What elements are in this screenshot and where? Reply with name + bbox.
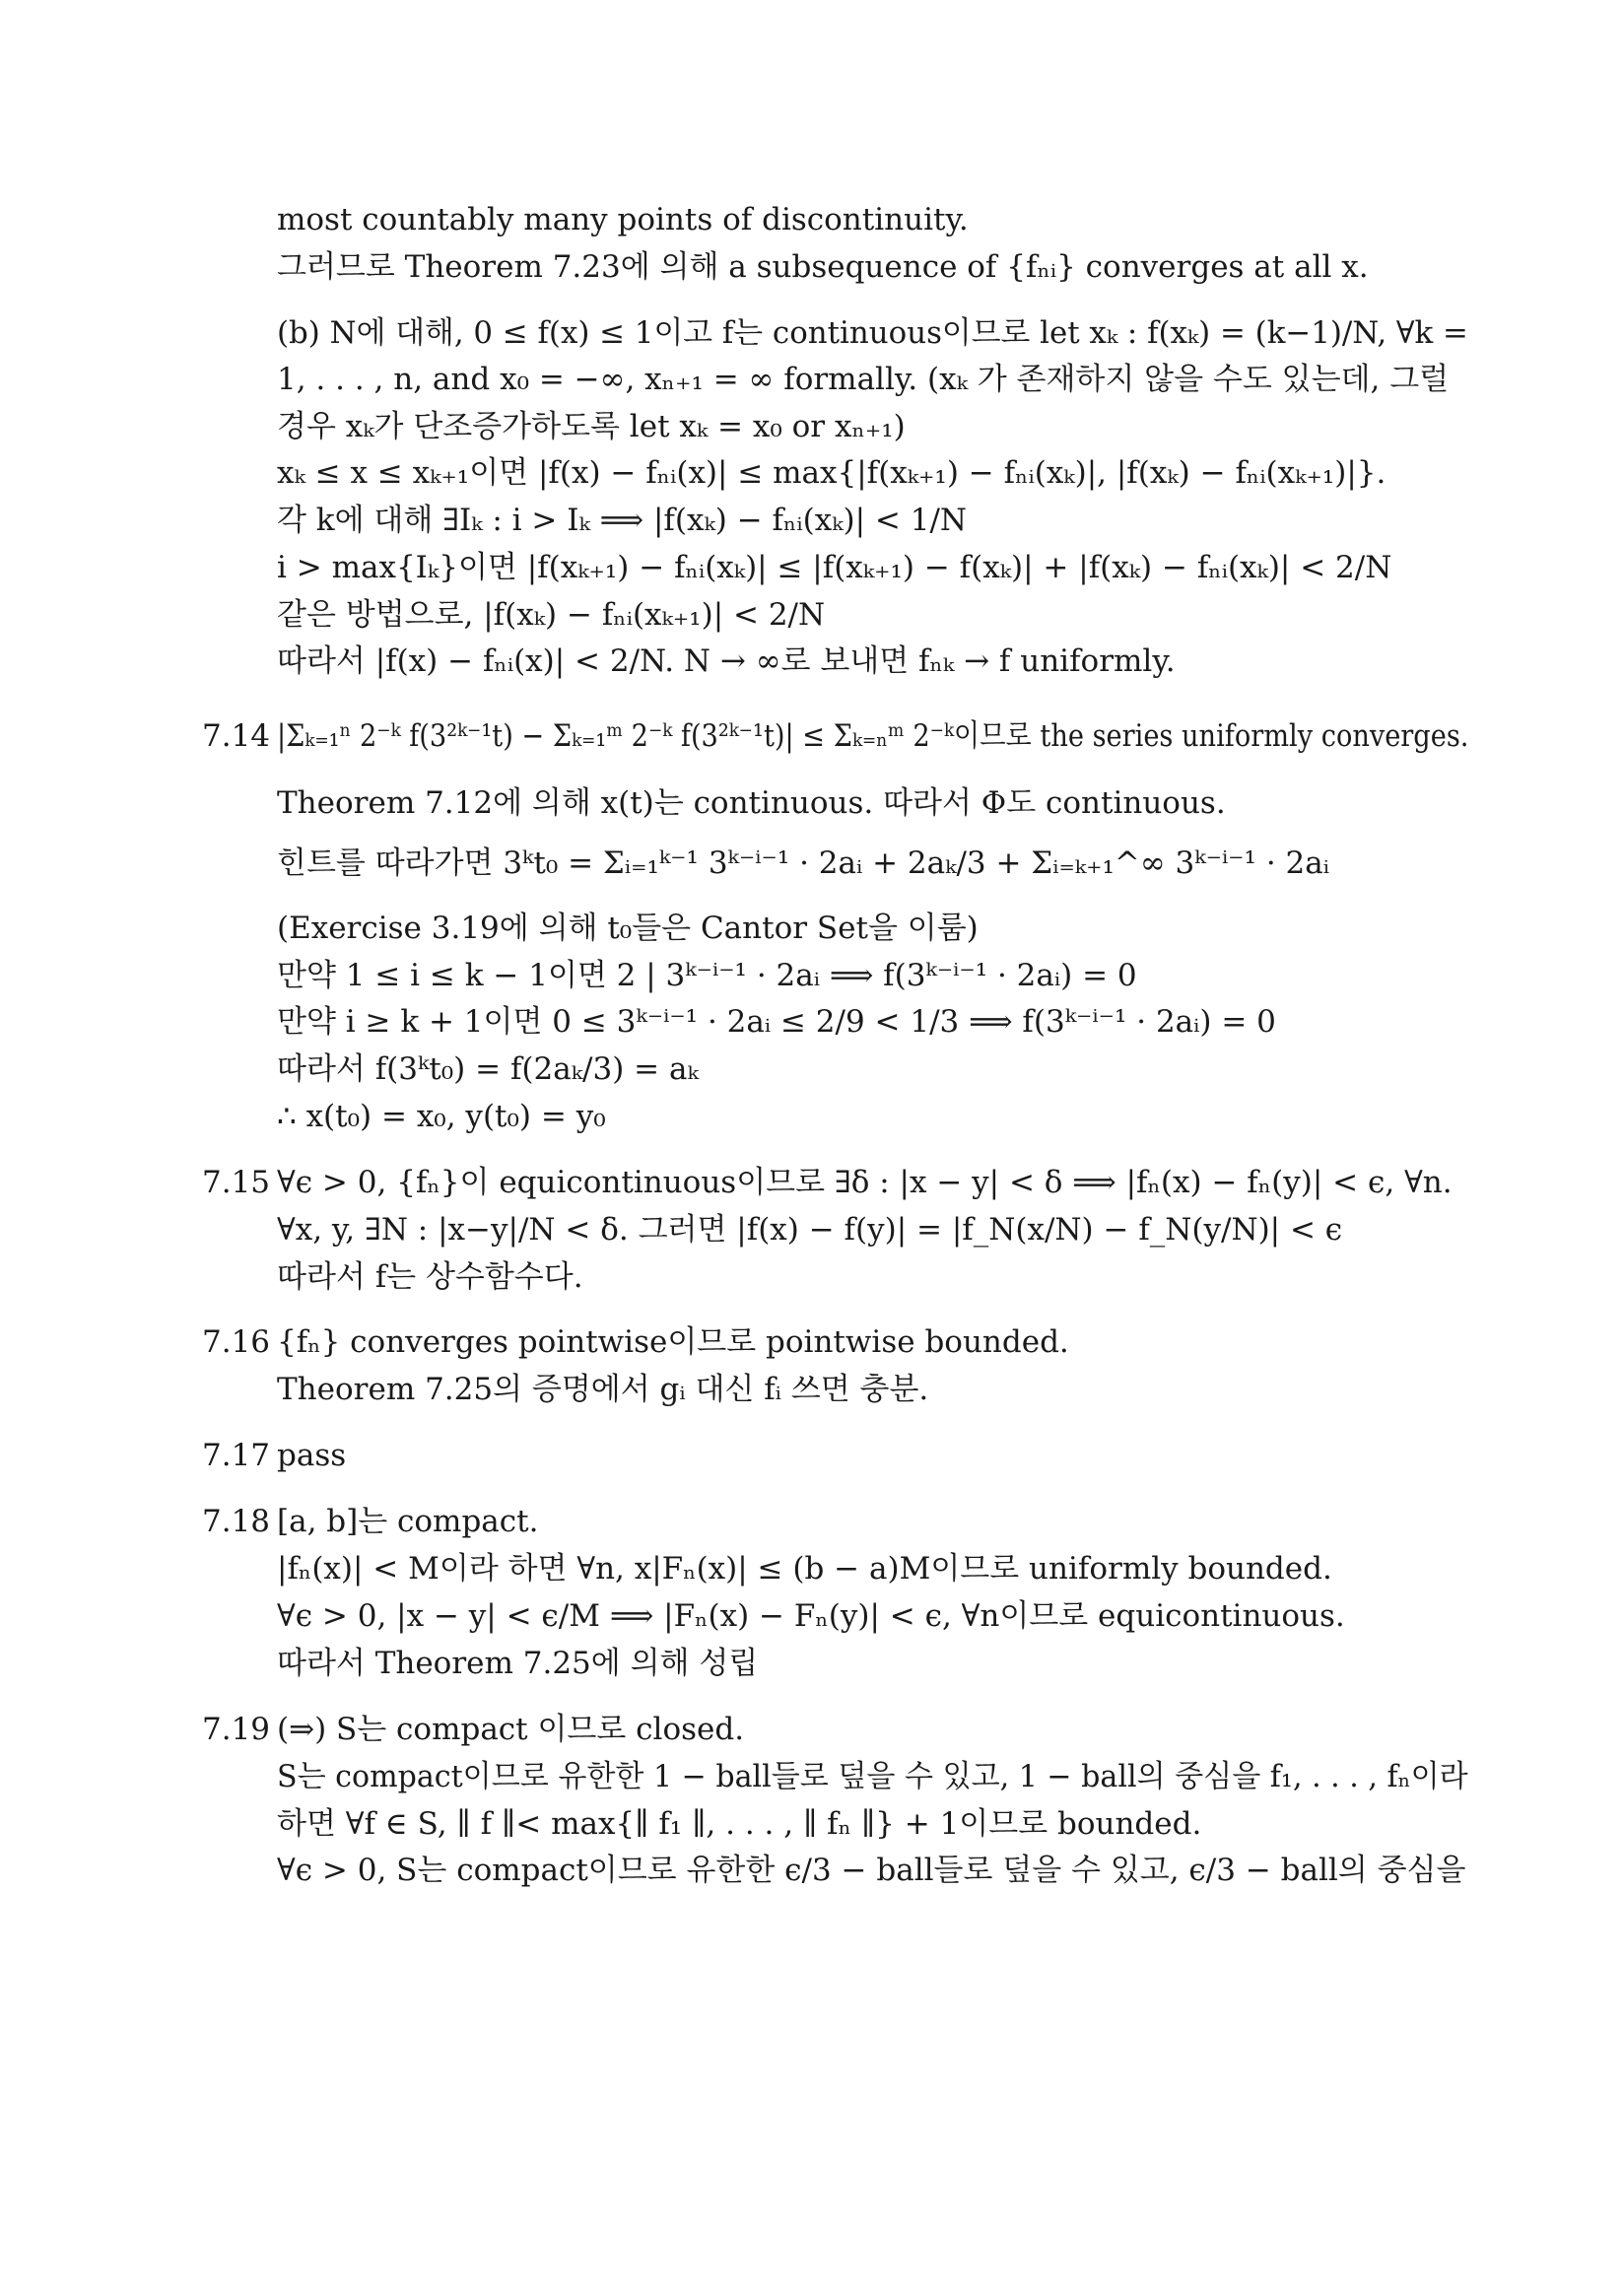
text-line: 만약 1 ≤ i ≤ k − 1이면 2 | 3ᵏ⁻ⁱ⁻¹ · 2aᵢ ⟹ f(3ᵏ⁻ⁱ⁻¹ · 2aᵢ) = 0 [277, 958, 1137, 993]
text-line: 따라서 |f(x) − fₙᵢ(x)| < 2/N. N → ∞로 보내면 fₙₖ → f uniformly. [277, 643, 1176, 679]
text-line: [a, b]는 compact. [277, 1504, 539, 1539]
text-line: (b) N에 대해, 0 ≤ f(x) ≤ 1이고 f는 continuous이므로 let xₖ : f(xₖ) = (k−1)/N, ∀k = [277, 315, 1468, 351]
text-line: 하면 ∀f ∈ S, ∥ f ∥< max{∥ f₁ ∥, . . . , ∥ fₙ ∥} + 1이므로 bounded. [277, 1806, 1202, 1842]
text-line: 따라서 Theorem 7.25에 의해 성립 [277, 1646, 759, 1681]
text-line: |fₙ(x)| < M이라 하면 ∀n, x|Fₙ(x)| ≤ (b − a)M이므로 uniformly bounded. [277, 1551, 1332, 1587]
exercise-number: 7.18 [202, 1504, 271, 1539]
text-line: ∀ϵ > 0, |x − y| < ϵ/M ⟹ |Fₙ(x) − Fₙ(y)| < ϵ, ∀n이므로 equicontinuous. [277, 1598, 1345, 1634]
text-line: 그러므로 Theorem 7.23에 의해 a subsequence of {fₙᵢ} converges at all x. [277, 249, 1369, 285]
exercise-number: 7.15 [202, 1165, 271, 1200]
text-line: ∀ϵ > 0, {fₙ}이 equicontinuous이므로 ∃δ : |x − y| < δ ⟹ |fₙ(x) − fₙ(y)| < ϵ, ∀n. [277, 1165, 1453, 1200]
exercise-number: 7.19 [202, 1712, 271, 1747]
text-line: 따라서 f(3ᵏt₀) = f(2aₖ/3) = aₖ [277, 1051, 699, 1087]
text-line: (⇒) S는 compact 이므로 closed. [277, 1712, 745, 1747]
text-line: most countably many points of discontinuity. [277, 202, 969, 237]
text-line: 같은 방법으로, |f(xₖ) − fₙᵢ(xₖ₊₁)| < 2/N [277, 597, 826, 633]
text-line: 1, . . . , n, and x₀ = −∞, xₙ₊₁ = ∞ formally. (xₖ 가 존재하지 않을 수도 있는데, 그럴 [277, 362, 1450, 397]
text-line: xₖ ≤ x ≤ xₖ₊₁이면 |f(x) − fₙᵢ(x)| ≤ max{|f(xₖ₊₁) − fₙᵢ(xₖ)|, |f(xₖ) − fₙᵢ(xₖ₊₁)|}. [277, 455, 1386, 491]
exercise-number: 7.16 [202, 1324, 271, 1360]
text-line: Theorem 7.25의 증명에서 gᵢ 대신 fᵢ 쓰면 충분. [277, 1372, 929, 1407]
text-line: {fₙ} converges pointwise이므로 pointwise bounded. [277, 1324, 1069, 1360]
text-line: |Σₖ₌₁ⁿ 2⁻ᵏ f(3²ᵏ⁻¹t) − Σₖ₌₁ᵐ 2⁻ᵏ f(3²ᵏ⁻¹t)| ≤ Σₖ₌ₙᵐ 2⁻ᵏ이므로 the series uniformly converges. [277, 718, 1469, 754]
text-line: S는 compact이므로 유한한 1 − ball들로 덮을 수 있고, 1 − ball의 중심을 f₁, . . . , fₙ이라 [277, 1759, 1468, 1794]
text-line: Theorem 7.12에 의해 x(t)는 continuous. 따라서 Φ도 continuous. [277, 785, 1226, 821]
text-line: i > max{Iₖ}이면 |f(xₖ₊₁) − fₙᵢ(xₖ)| ≤ |f(xₖ₊₁) − f(xₖ)| + |f(xₖ) − fₙᵢ(xₖ)| < 2/N [277, 550, 1392, 585]
text-line: ∴ x(t₀) = x₀, y(t₀) = y₀ [277, 1099, 606, 1134]
text-line: ∀ϵ > 0, S는 compact이므로 유한한 ϵ/3 − ball들로 덮을 수 있고, ϵ/3 − ball의 중심을 [277, 1853, 1466, 1888]
text-line: 따라서 f는 상수함수다. [277, 1259, 583, 1295]
exercise-number: 7.17 [202, 1438, 271, 1473]
exercise-number: 7.14 [202, 718, 271, 754]
text-line: pass [277, 1438, 347, 1473]
text-line: 각 k에 대해 ∃Iₖ : i > Iₖ ⟹ |f(xₖ) − fₙᵢ(xₖ)| < 1/N [277, 503, 968, 538]
text-line: ∀x, y, ∃N : |x−y|/N < δ. 그러면 |f(x) − f(y)| = |f_N(x/N) − f_N(y/N)| < ϵ [277, 1212, 1343, 1248]
text-line: 경우 xₖ가 단조증가하도록 let xₖ = x₀ or xₙ₊₁) [277, 409, 906, 444]
text-line: (Exercise 3.19에 의해 t₀들은 Cantor Set을 이룸) [277, 911, 979, 946]
text-line: 만약 i ≥ k + 1이면 0 ≤ 3ᵏ⁻ⁱ⁻¹ · 2aᵢ ≤ 2/9 < 1/3 ⟹ f(3ᵏ⁻ⁱ⁻¹ · 2aᵢ) = 0 [277, 1004, 1276, 1040]
text-line: 힌트를 따라가면 3ᵏt₀ = Σᵢ₌₁ᵏ⁻¹ 3ᵏ⁻ⁱ⁻¹ · 2aᵢ + 2aₖ/3 + Σᵢ₌ₖ₊₁^∞ 3ᵏ⁻ⁱ⁻¹ · 2aᵢ [277, 845, 1329, 881]
